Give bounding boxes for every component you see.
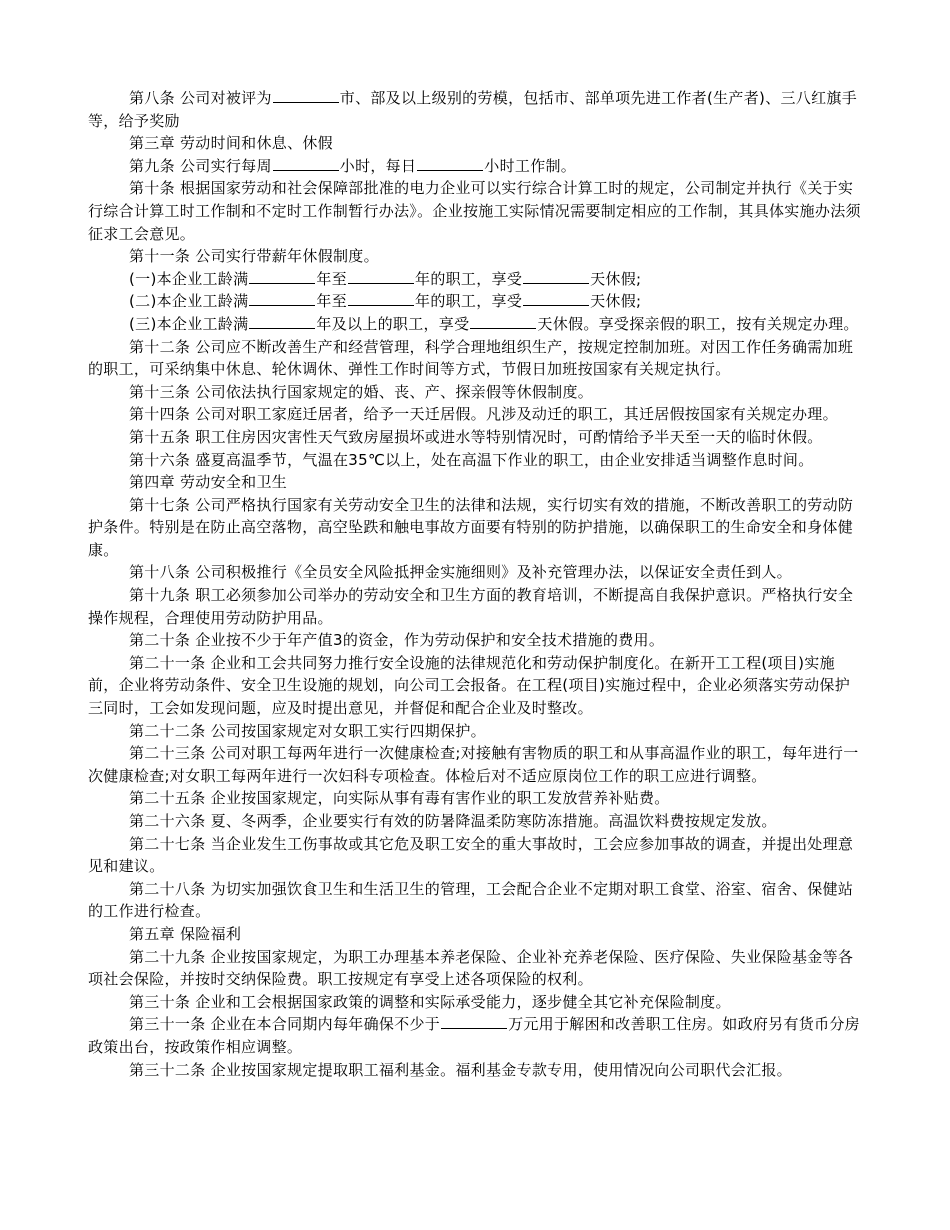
paragraph — [88, 426, 864, 449]
paragraph — [88, 245, 864, 268]
paragraph-text: 天休假。享受探亲假的职工，按有关规定办理。 — [537, 314, 859, 333]
paragraph-text: 年的职工，享受 — [415, 292, 523, 311]
paragraph-text: 第二十条 企业按不少于年产值3的资金，作为劳动保护和安全技术措施的费用。 — [129, 631, 665, 650]
paragraph-text: 第四章 劳动安全和卫生 — [129, 473, 288, 492]
paragraph-text: 第二十九条 企业按国家规定，为职工办理基本养老保险、企业补充养老保险、医疗保险、失业保险基金等各项社会保险，并按时交纳保险费。职工按规定有享受上述各项保险的权利。 — [88, 947, 854, 989]
paragraph-text: (二)本企业工龄满 — [129, 292, 249, 311]
paragraph — [88, 268, 864, 291]
paragraph — [88, 561, 864, 584]
paragraph-text: 第十条 根据国家劳动和社会保障部批准的电力企业可以实行综合计算工时的规定，公司制定并执行《关于实行综合计算工时工作制和不定时工作制暂行办法》。企业按施工实际情况需要制定相应的工作制，其具体实施办法须征求工会意见。 — [88, 179, 861, 243]
paragraph-text: 第九条 公司实行每周 — [129, 156, 272, 175]
paragraph — [88, 810, 864, 833]
paragraph-text: 第十二条 公司应不断改善生产和经营管理，科学合理地组织生产，按规定控制加班。对因工作任务确需加班的职工，可采纳集中休息、轮休调休、弹性工作时间等方式，节假日加班按国家有关规定执行。 — [88, 337, 854, 379]
paragraph-text: 第十九条 职工必须参加公司举办的劳动安全和卫生方面的教育培训，不断提高自我保护意识。严格执行安全操作规程，合理使用劳动防护用品。 — [88, 586, 854, 627]
paragraph — [88, 629, 864, 652]
paragraph-text: 年及以上的职工，享受 — [316, 314, 470, 333]
paragraph-text: 第十八条 公司积极推行《全员安全风险抵押金实施细则》及补充管理办法，以保证安全责任到人。 — [129, 563, 792, 582]
fill-in-blank — [249, 268, 315, 284]
fill-in-blank — [348, 268, 414, 284]
paragraph — [88, 878, 864, 923]
paragraph — [88, 336, 864, 381]
paragraph-text: 小时，每日 — [339, 156, 417, 175]
paragraph-text: 万元用于解困和改善职工住房。如政府另有货币分房政策出台，按政策作相应调整。 — [88, 1015, 860, 1056]
paragraph — [88, 381, 864, 404]
paragraph — [88, 290, 864, 313]
paragraph-text: 第十四条 公司对职工家庭迁居者，给予一天迁居假。凡涉及动迁的职工，其迁居假按国家有关规定办理。 — [129, 405, 838, 424]
paragraph — [88, 155, 864, 178]
fill-in-blank — [417, 155, 483, 171]
paragraph-text: 第三十二条 企业按国家规定提取职工福利基金。福利基金专款专用，使用情况向公司职代会汇报。 — [129, 1060, 792, 1079]
paragraph-text: 年至 — [316, 269, 348, 288]
paragraph — [88, 991, 864, 1014]
fill-in-blank — [523, 268, 589, 284]
paragraph — [88, 313, 864, 336]
paragraph-text: 第十五条 职工住房因灾害性天气致房屋损坏或进水等特别情况时，可酌情给予半天至一天的临时休假。 — [129, 427, 823, 446]
paragraph-text: 第二十三条 公司对职工每两年进行一次健康检查;对接触有害物质的职工和从事高温作业的职工，每年进行一次健康检查;对女职工每两年进行一次妇科专项检查。体检后对不适应原岗位工作的职工应进行调整。 — [88, 744, 859, 785]
paragraph-text: 第二十五条 企业按国家规定，向实际从事有毒有害作业的职工发放营养补贴费。 — [129, 789, 670, 808]
paragraph — [88, 584, 864, 629]
paragraph-text: 天休假; — [590, 292, 642, 311]
paragraph-text: 第二十七条 当企业发生工伤事故或其它危及职工安全的重大事故时，工会应参加事故的调查，并提出处理意见和建议。 — [88, 834, 854, 876]
paragraph — [88, 177, 864, 245]
paragraph-text: 第十六条 盛夏高温季节，气温在35℃以上，处在高温下作业的职工，由企业安排适当调整作息时间。 — [129, 450, 814, 469]
paragraph — [88, 132, 864, 155]
paragraph-text: 第十七条 公司严格执行国家有关劳动安全卫生的法律和法规，实行切实有效的措施，不断改善职工的劳动防护条件。特别是在防止高空落物，高空坠跌和触电事故方面要有特别的防护措施，以确保职工的生命安全和身体健康。 — [88, 495, 854, 559]
paragraph-text: (一)本企业工龄满 — [129, 269, 249, 288]
paragraph — [88, 923, 864, 946]
paragraph — [88, 471, 864, 494]
paragraph — [88, 1059, 864, 1082]
paragraph-text: 第十一条 公司实行带薪年休假制度。 — [129, 247, 379, 266]
paragraph — [88, 652, 864, 720]
paragraph-text: 第三章 劳动时间和休息、休假 — [129, 134, 333, 153]
paragraph-text: 年的职工，享受 — [415, 269, 523, 288]
document-body — [88, 87, 864, 1081]
paragraph — [88, 494, 864, 562]
fill-in-blank — [441, 1013, 507, 1029]
paragraph — [88, 742, 864, 787]
paragraph — [88, 833, 864, 878]
fill-in-blank — [470, 313, 536, 329]
paragraph-text: 市、部及以上级别的劳模，包括市、部单项先进工作者(生产者)、三八红旗手等，给予奖励 — [88, 89, 857, 130]
paragraph — [88, 720, 864, 743]
fill-in-blank — [523, 290, 589, 306]
paragraph — [88, 787, 864, 810]
paragraph-text: 小时工作制。 — [484, 156, 577, 175]
paragraph-text: 年至 — [316, 292, 348, 311]
paragraph-text: 第五章 保险福利 — [129, 924, 242, 943]
paragraph-text: 天休假; — [590, 269, 642, 288]
fill-in-blank — [273, 155, 339, 171]
paragraph — [88, 1013, 864, 1058]
paragraph — [88, 403, 864, 426]
paragraph-text: 第二十六条 夏、冬两季，企业要实行有效的防暑降温柔防寒防冻措施。高温饮料费按规定发放。 — [129, 812, 777, 830]
paragraph — [88, 449, 864, 472]
paragraph-text: (三)本企业工龄满 — [129, 314, 249, 333]
paragraph-text: 第二十一条 企业和工会共同努力推行安全设施的法律规范化和劳动保护制度化。在新开工工程(项目)实施前，企业将劳动条件、安全卫生设施的规划，向公司工会报备。在工程(项目)实施过程中，企业必须落实劳动保护三同时，工会如发现问题，应及时提出意见，并督促和配合企业及时整改。 — [88, 653, 851, 718]
paragraph-text: 第三十条 企业和工会根据国家政策的调整和实际承受能力，逐步健全其它补充保险制度。 — [129, 992, 731, 1011]
fill-in-blank — [249, 313, 315, 329]
paragraph-text: 第二十八条 为切实加强饮食卫生和生活卫生的管理，工会配合企业不定期对职工食堂、浴室、宿舍、保健站的工作进行检查。 — [88, 879, 854, 921]
paragraph-text: 第二十二条 公司按国家规定对女职工实行四期保护。 — [129, 721, 486, 740]
paragraph — [88, 87, 864, 132]
paragraph-text: 第十三条 公司依法执行国家规定的婚、丧、产、探亲假等休假制度。 — [129, 382, 594, 401]
fill-in-blank — [249, 290, 315, 306]
fill-in-blank — [348, 290, 414, 306]
paragraph-text: 第三十一条 企业在本合同期内每年确保不少于 — [129, 1015, 441, 1034]
paragraph-text: 第八条 公司对被评为 — [129, 89, 272, 107]
fill-in-blank — [273, 87, 339, 103]
paragraph — [88, 946, 864, 991]
